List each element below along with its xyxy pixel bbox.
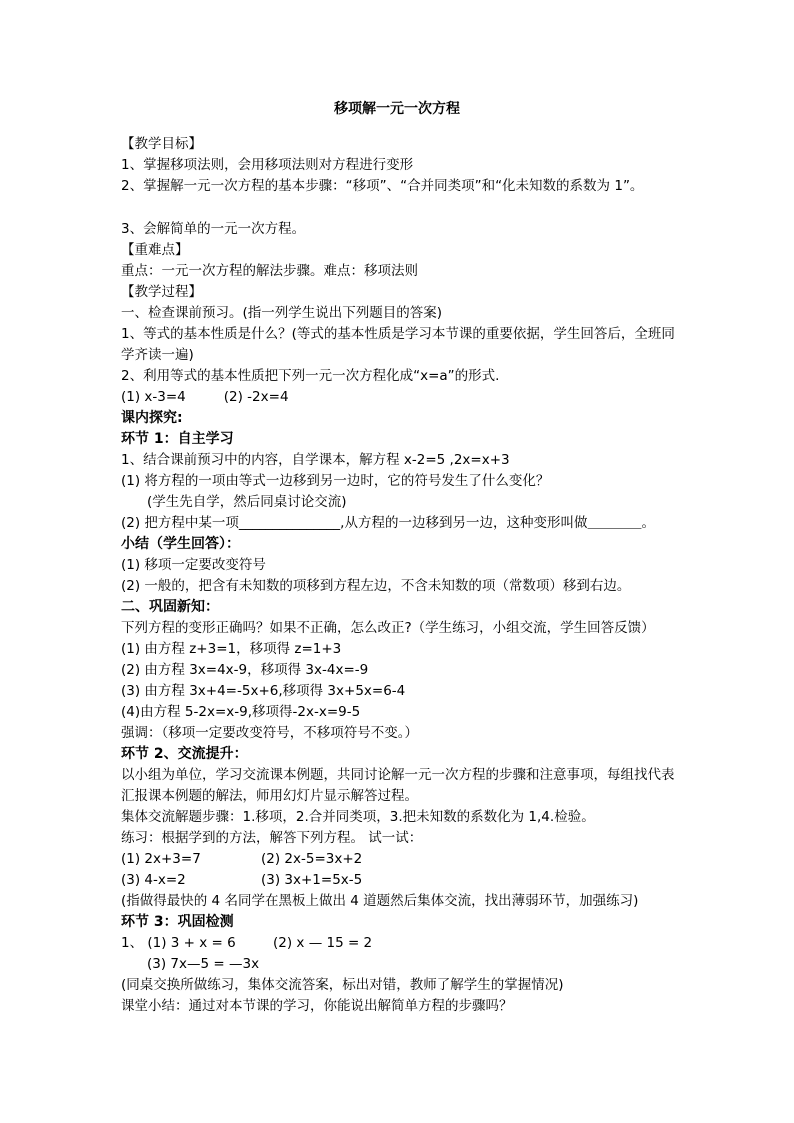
consolidate-intro: 下列方程的变形正确吗？如果不正确，怎么改正?（学生练习，小组交流，学生回答反馈）	[121, 620, 655, 636]
stage-1-question-1: (1) 将方程的一项由等式一边移到另一边时，它的符号发生了什么变化？	[121, 473, 550, 489]
page-title: 移项解一元一次方程	[334, 101, 460, 117]
equation-item: (1) 2x+3=7	[121, 851, 201, 867]
subheading-consolidate: 二、巩固新知：	[121, 599, 219, 615]
check-row-2: (3) 7x—5 = —3x	[147, 956, 260, 972]
question-2: 2、利用等式的基本性质把下列一元一次方程化成“x=a”的形式.	[121, 368, 500, 384]
equation-item: (1) x-3=4	[121, 389, 186, 405]
summary-point-1: (1) 移项一定要改变符号	[121, 557, 266, 573]
equation-item: (2) x — 15 = 2	[273, 935, 373, 951]
key-points-text: 重点：一元一次方程的解法步骤。难点：移项法则	[121, 263, 418, 279]
document-body	[121, 134, 681, 1017]
preview-check: 一、检查课前预习。(指一列学生说出下列题目的答案)	[121, 305, 443, 321]
subheading-stage-3: 环节 3：巩固检测	[121, 914, 234, 930]
subheading-summary: 小结（学生回答）：	[121, 536, 240, 552]
stage-1-note: (学生先自学，然后同桌讨论交流)	[147, 494, 347, 510]
transform-item-2: (2) 由方程 3x=4x-9，移项得 3x-4x=-9	[121, 662, 369, 678]
section-heading-key-points: 【重难点】	[121, 242, 189, 258]
exercise-row-1	[121, 849, 681, 870]
section-heading-process: 【教学过程】	[121, 284, 202, 300]
objective-1: 1、掌握移项法则，会用移项法则对方程进行变形	[121, 157, 414, 173]
section-heading-objectives: 【教学目标】	[121, 136, 202, 152]
summary-point-2: (2) 一般的，把含有未知数的项移到方程左边，不含未知数的项（常数项）移到右边。	[121, 578, 631, 594]
stage-1-task: 1、结合课前预习中的内容，自学课本，解方程 x-2=5 ,2x=x+3	[121, 452, 510, 468]
transform-item-4: (4)由方程 5-2x=x-9,移项得-2x-x=9-5	[121, 704, 361, 720]
equation-item: (3) 3x+1=5x-5	[261, 872, 363, 888]
stage-2-text: 以小组为单位，学习交流课本例题，共同讨论解一元一次方程的步骤和注意事项，每组找代表汇报课本例题的解法，师用幻灯片显示解答过程。	[121, 767, 675, 804]
objective-3: 3、会解简单的一元一次方程。	[121, 221, 306, 237]
equation-item: (3) 4-x=2	[121, 872, 186, 888]
subheading-stage-2: 环节 2、交流提升：	[121, 746, 248, 762]
question-1: 1、等式的基本性质是什么？(等式的基本性质是学习本节课的重要依据，学生回答后，全班同学齐读一遍)	[121, 326, 675, 363]
subheading-stage-1: 环节 1：自主学习	[121, 431, 234, 447]
equation-item: (2) -2x=4	[223, 389, 289, 405]
solving-steps: 集体交流解题步骤：1.移项，2.合并同类项，3.把未知数的系数化为 1,4.检验。	[121, 809, 595, 825]
exercise-note: (指做得最快的 4 名同学在黑板上做出 4 道题然后集体交流，找出薄弱环节，加强练习)	[121, 893, 639, 909]
equation-item: 1、 (1) 3 + x = 6	[121, 935, 236, 951]
emphasis-note: 强调：（移项一定要改变符号，不移项符号不变。）	[121, 725, 418, 741]
transform-item-3: (3) 由方程 3x+4=-5x+6,移项得 3x+5x=6-4	[121, 683, 406, 699]
exercise-row-2	[121, 870, 681, 891]
objective-2: 2、掌握解一元一次方程的基本步骤：“移项”、“合并同类项”和“化未知数的系数为 1”。	[121, 178, 644, 194]
stage-1-question-2: (2) 把方程中某一项_______________,从方程的一边移到另一边，这种变形叫做＿＿＿＿。	[121, 515, 655, 531]
question-2-equations	[121, 387, 681, 408]
spacer	[121, 197, 681, 219]
lesson-summary: 课堂小结：通过对本节课的学习，你能说出解简单方程的步骤吗？	[121, 998, 513, 1014]
check-note: (同桌交换所做练习，集体交流答案，标出对错，教师了解学生的掌握情况)	[121, 977, 564, 993]
transform-item-1: (1) 由方程 z+3=1，移项得 z=1+3	[121, 641, 342, 657]
exercise-intro: 练习：根据学到的方法，解答下列方程。 试一试：	[121, 830, 423, 846]
subheading-in-class: 课内探究:	[121, 410, 183, 426]
equation-item: (2) 2x-5=3x+2	[261, 851, 363, 867]
check-row-1	[121, 933, 681, 954]
